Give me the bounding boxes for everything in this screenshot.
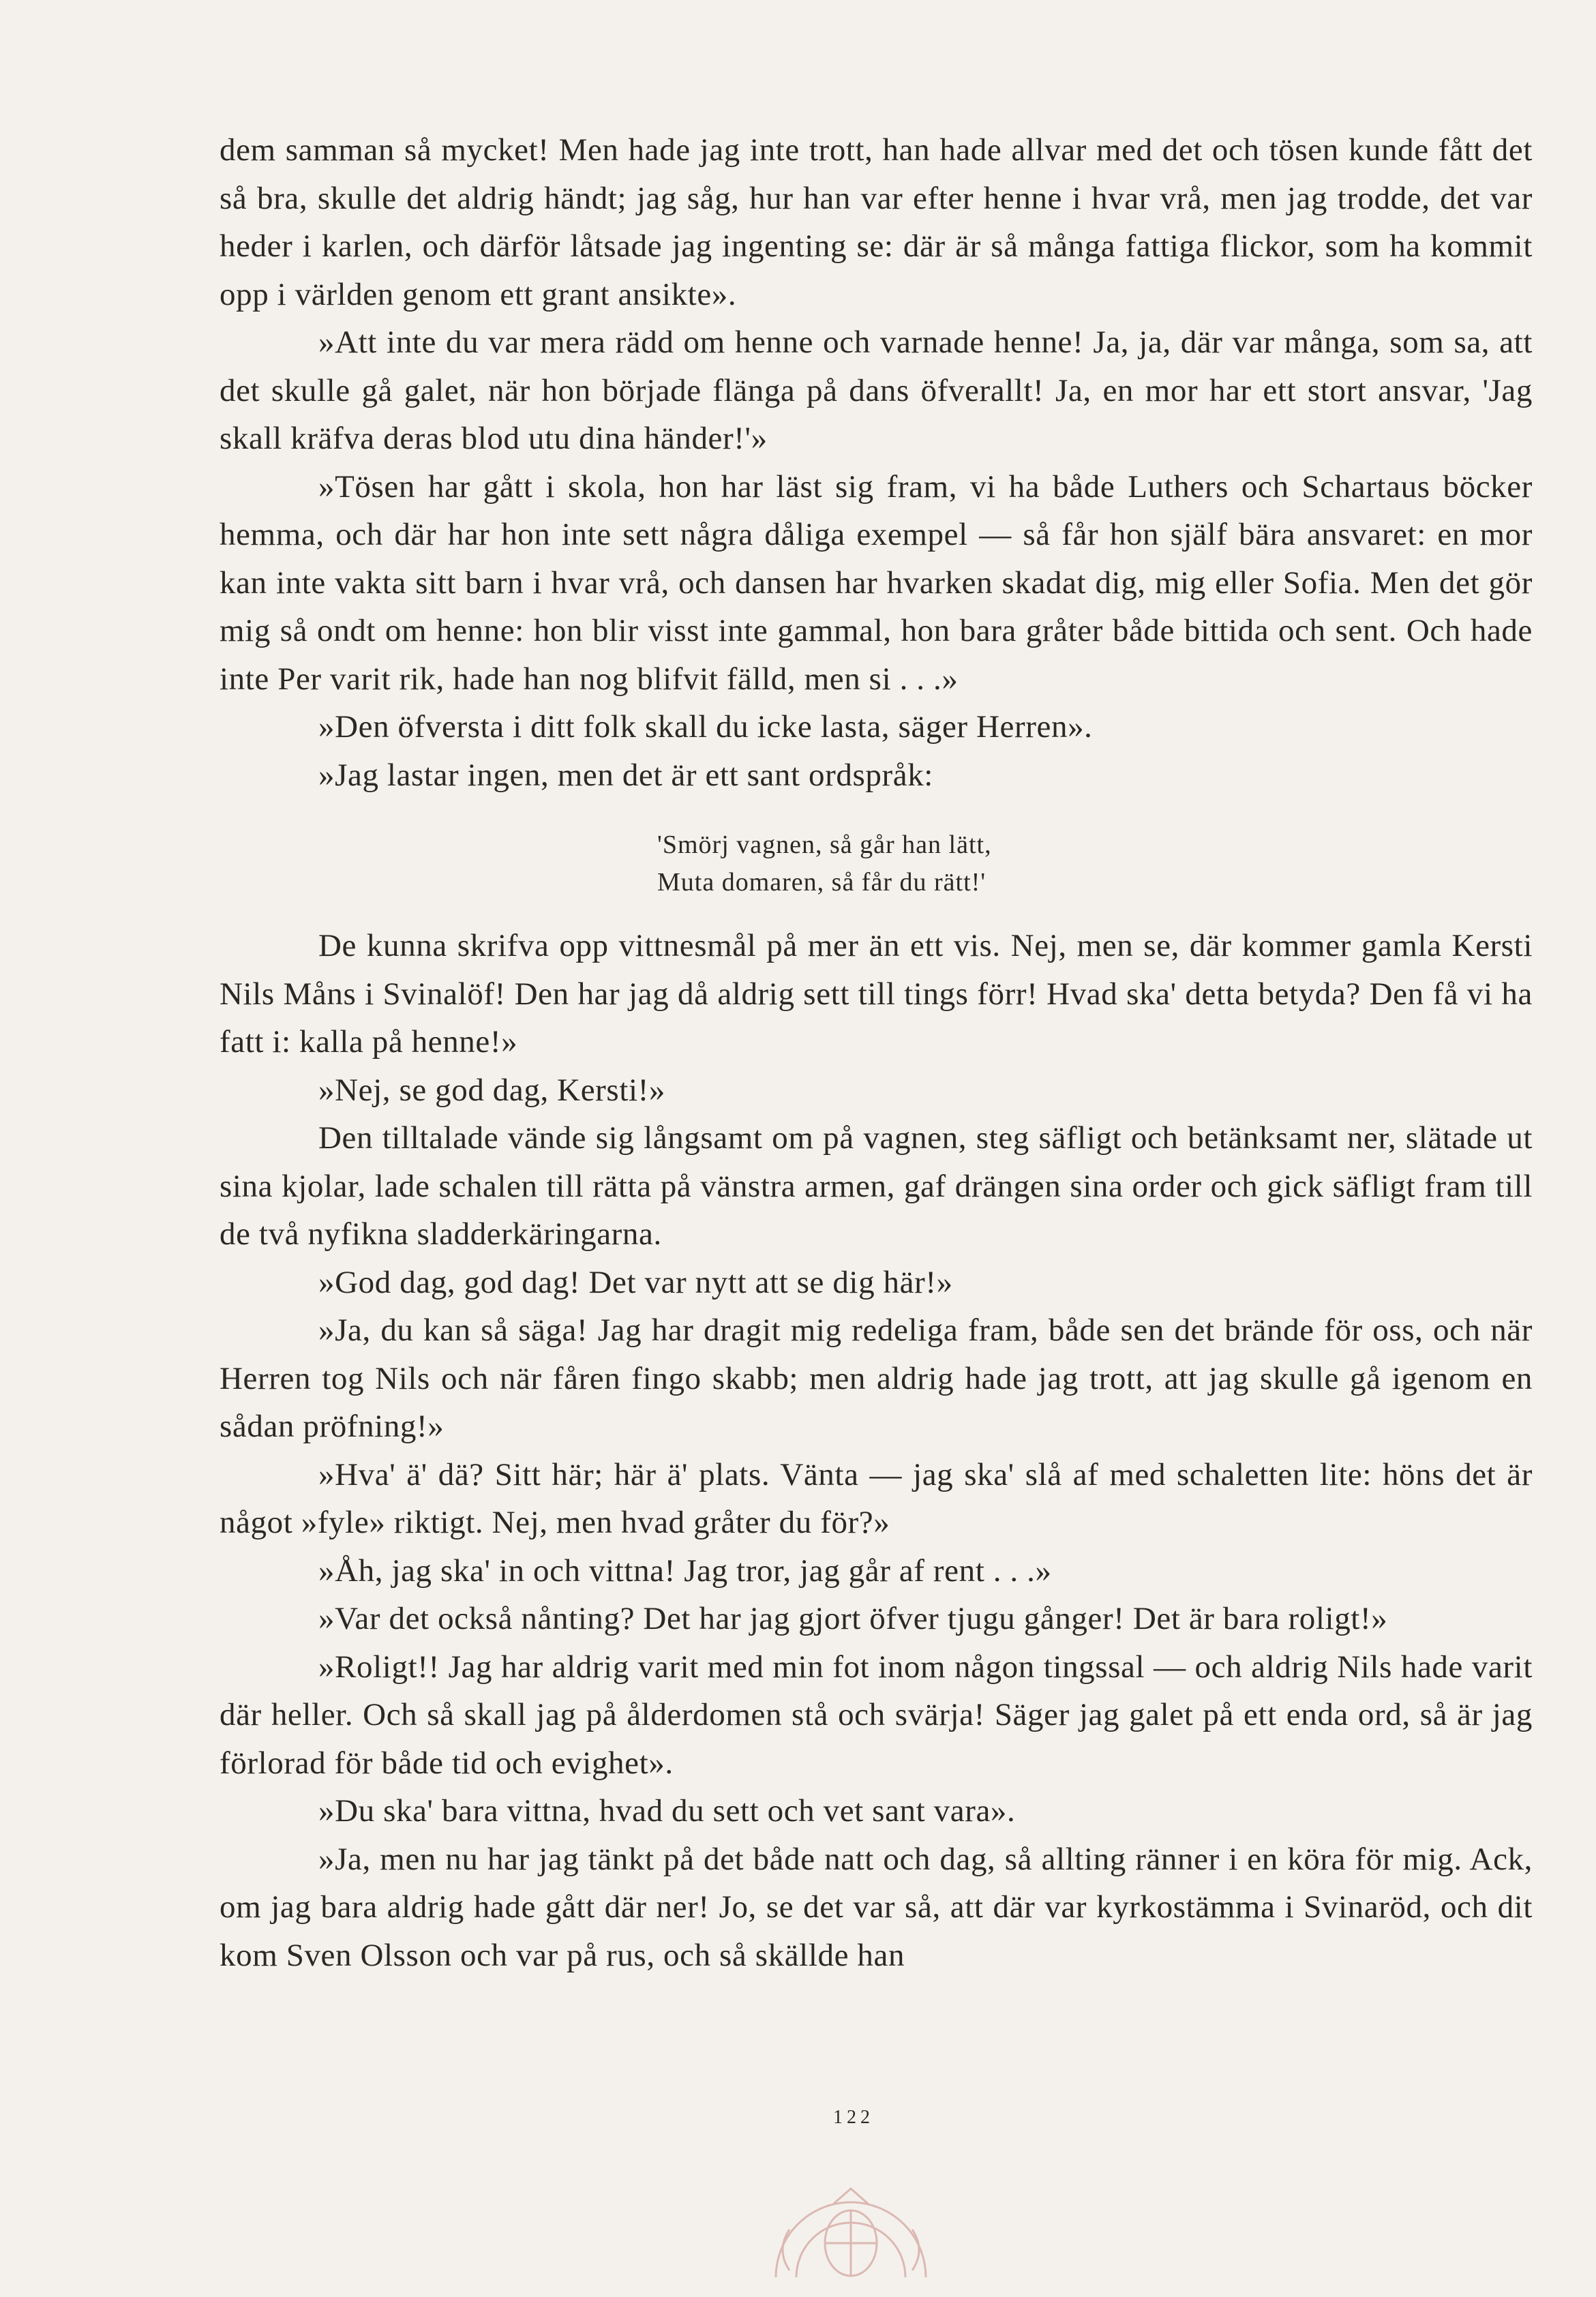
verse-quote [220, 826, 1533, 901]
paragraph-16: »Ja, men nu har jag tänkt på det både natt och dag, så allting ränner i en köra för mig. Ack, om jag bara aldrig hade gått där ner! Jo, se det var så, att där var kyrkostämma i Svinaröd, och dit kom Sven Olsson och var på rus, och så skällde han [220, 1841, 1533, 1973]
paragraph-2: »Att inte du var mera rädd om henne och varnade henne! Ja, ja, där var många, som sa, att det skulle gå galet, när hon började flänga på dans öfverallt! Ja, en mor har ett stort ansvar, 'Jag skall kräfva deras blod utu dina händer!'» [220, 325, 1533, 456]
paragraph-6: De kunna skrifva opp vittnesmål på mer än ett vis. Nej, men se, där kommer gamla Kersti Nils Måns i Svinalöf! Den har jag då aldrig sett till tings förr! Hvad ska' detta betyda? Den få vi ha fatt i: kalla på henne!» [220, 928, 1533, 1060]
paragraph-9: »God dag, god dag! Det var nytt att se dig här!» [318, 1264, 953, 1300]
page-body [220, 126, 1533, 1979]
paragraph-15: »Du ska' bara vittna, hvad du sett och vet sant vara». [318, 1793, 1016, 1829]
paragraph-12: »Åh, jag ska' in och vittna! Jag tror, jag går af rent . . .» [318, 1552, 1052, 1589]
page-number: 122 [833, 2107, 874, 2128]
paragraph-7: »Nej, se god dag, Kersti!» [318, 1072, 665, 1108]
library-stamp-icon [749, 2141, 953, 2291]
verse-line-2: Muta domaren, så får du rätt!' [657, 868, 987, 897]
verse-line-1: 'Smörj vagnen, så går han lätt, [657, 830, 992, 859]
paragraph-10: »Ja, du kan så säga! Jag har dragit mig redeliga fram, både sen det brände för oss, och när Herren tog Nils och när fåren fingo skabb; men aldrig hade jag trott, att jag skulle gå igenom en sådan pröfning!» [220, 1312, 1533, 1444]
paragraph-13: »Var det också nånting? Det har jag gjort öfver tjugu gånger! Det är bara roligt!» [318, 1601, 1388, 1636]
paragraph-5: »Jag lastar ingen, men det är ett sant ordspråk: [318, 757, 933, 793]
paragraph-4: »Den öfversta i ditt folk skall du icke lasta, säger Herren». [318, 709, 1093, 745]
paragraph-3: »Tösen har gått i skola, hon har läst sig fram, vi ha både Luthers och Schartaus böcker hemma, och där har hon inte sett några dåliga exempel — så får hon själf bära ansvaret: en mor kan inte vakta sitt barn i hvar vrå, och dansen har hvarken skadat dig, mig eller Sofia. Men det gör mig så ondt om henne: hon blir visst inte gammal, hon bara gråter både bittida och sent. Och hade inte Per varit rik, hade han nog blifvit fälld, men si . . .» [220, 468, 1533, 697]
paragraph-14: »Roligt!! Jag har aldrig varit med min fot inom någon tingssal — och aldrig Nils hade varit där heller. Och så skall jag på ålderdomen stå och svärja! Säger jag galet på ett enda ord, så är jag förlorad för både tid och evighet». [220, 1649, 1533, 1781]
paragraph-11: »Hva' ä' dä? Sitt här; här ä' plats. Vänta — jag ska' slå af med schaletten lite: höns det är något »fyle» riktigt. Nej, men hvad gråter du för?» [220, 1456, 1533, 1540]
paragraph-8: Den tilltalade vände sig långsamt om på vagnen, steg säfligt och betänksamt ner, slätade ut sina kjolar, lade schalen till rätta på vänstra armen, gaf drängen sina order och gick säfligt fram till de två nyfikna sladderkäringarna. [220, 1120, 1533, 1252]
paragraph-1: dem samman så mycket! Men hade jag inte trott, han hade allvar med det och tösen kunde fått det så bra, skulle det aldrig händt; jag såg, hur han var efter henne i hvar vrå, men jag trodde, det var heder i karlen, och därför låtsade jag ingenting se: där är så många fattiga flickor, som ha kommit opp i världen genom ett grant ansikte». [220, 132, 1533, 312]
